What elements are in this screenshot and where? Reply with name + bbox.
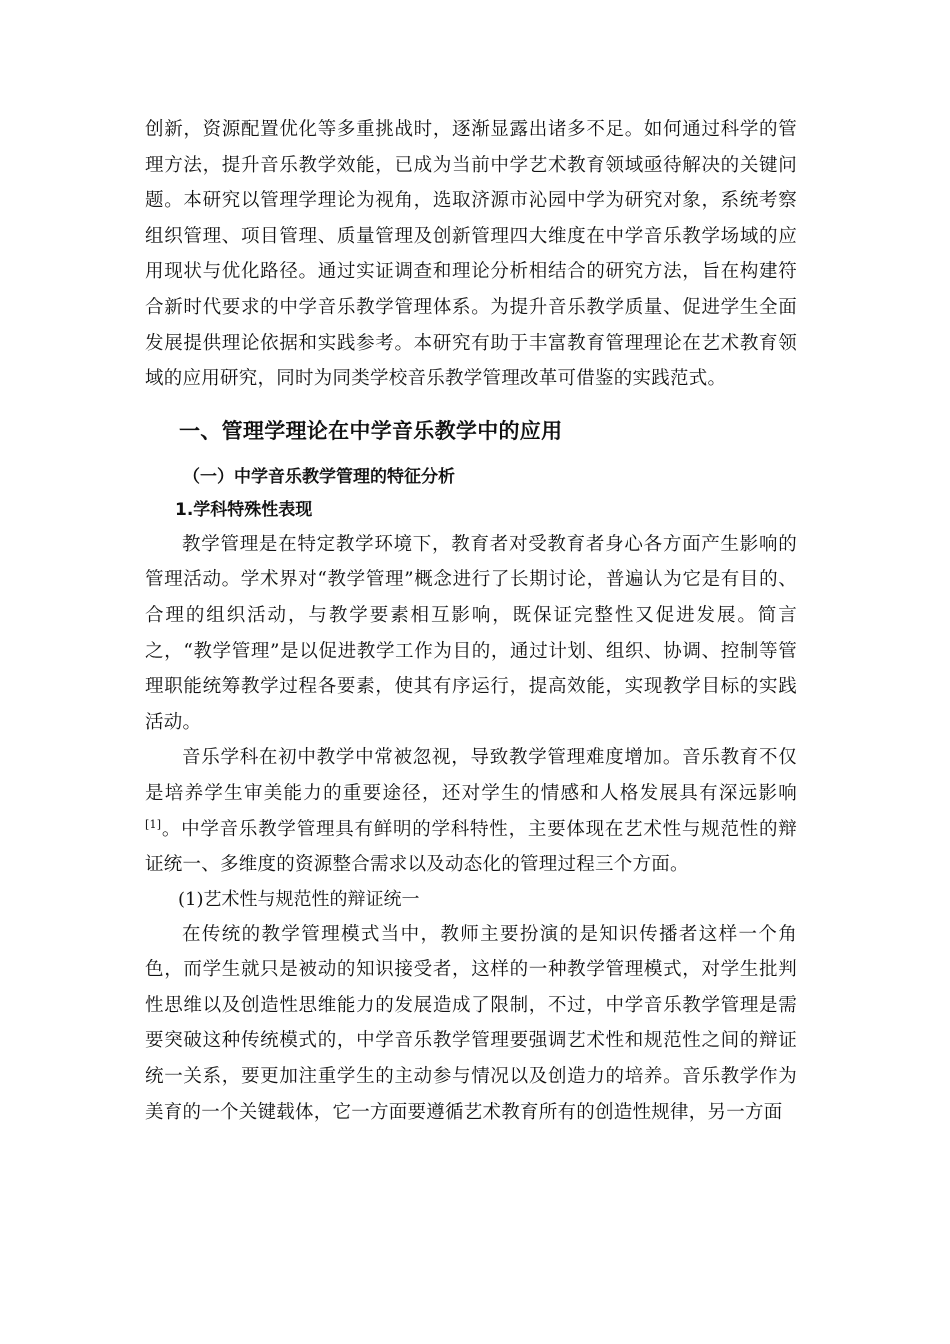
music-paragraph-text-b: 。中学音乐教学管理具有鲜明的学科特性，主要体现在艺术性与规范性的辩证统一、多维度的资源整合需求以及动态化的管理过程三个方面。 — [145, 818, 797, 876]
music-paragraph-text-a: 音乐学科在初中教学中常被忽视，导致教学管理难度增加。音乐教育不仅是培养学生审美能力的重要途径，还对学生的情感和人格发展具有深远影响 — [145, 747, 797, 804]
subsubsection-heading-1: 1.学科特殊性表现 — [175, 499, 313, 520]
traditional-model-paragraph: 在传统的教学管理模式当中，教师主要扮演的是知识传播者这样一个角色，而学生就只是被动的知识接受者，这样的一种教学管理模式，对学生批判性思维以及创造性思维能力的发展造成了限制，不过，中学音乐教学管理是需要突破这种传统模式的，中学音乐教学管理要强调艺术性和规范性之间的辩证统一关系，要更加注重学生的主动参与情况以及创造力的培养。音乐教学作为美育的一个关键载体，它一方面要遵循艺术教育所有的创造性规律，另一方面 — [145, 923, 797, 1123]
citation-ref: [1] — [145, 817, 162, 831]
paper-page — [145, 112, 797, 1130]
music-subject-paragraph — [145, 740, 797, 882]
section-heading-1: 一、管理学理论在中学音乐教学中的应用 — [179, 418, 563, 443]
intro-paragraph: 创新，资源配置优化等多重挑战时，逐渐显露出诸多不足。如何通过科学的管理方法，提升音乐教学效能，已成为当前中学艺术教育领域亟待解决的关键问题。本研究以管理学理论为视角，选取济源市沁园中学为研究对象，系统考察组织管理、项目管理、质量管理及创新管理四大维度在中学音乐教学场域的应用现状与优化路径。通过实证调查和理论分析相结合的研究方法，旨在构建符合新时代要求的中学音乐教学管理体系。为提升音乐教学质量、促进学生全面发展提供理论依据和实践参考。本研究有助于丰富教育管理理论在艺术教育领域的应用研究，同时为同类学校音乐教学管理改革可借鉴的实践范式。 — [145, 119, 797, 390]
definition-paragraph: 教学管理是在特定教学环境下，教育者对受教育者身心各方面产生影响的管理活动。学术界对“教学管理”概念进行了长期讨论，普遍认为它是有目的、合理的组织活动，与教学要素相互影响，既保证完整性又促进发展。简言之，“教学管理”是以促进教学工作为目的，通过计划、组织、协调、控制等管理职能统筹教学过程各要素，使其有序运行，提高效能，实现教学目标的实践活动。 — [145, 533, 797, 733]
subsection-heading-1: （一）中学音乐教学管理的特征分析 — [183, 466, 455, 487]
list-item-heading-1: (1)艺术性与规范性的辩证统一 — [178, 888, 420, 910]
